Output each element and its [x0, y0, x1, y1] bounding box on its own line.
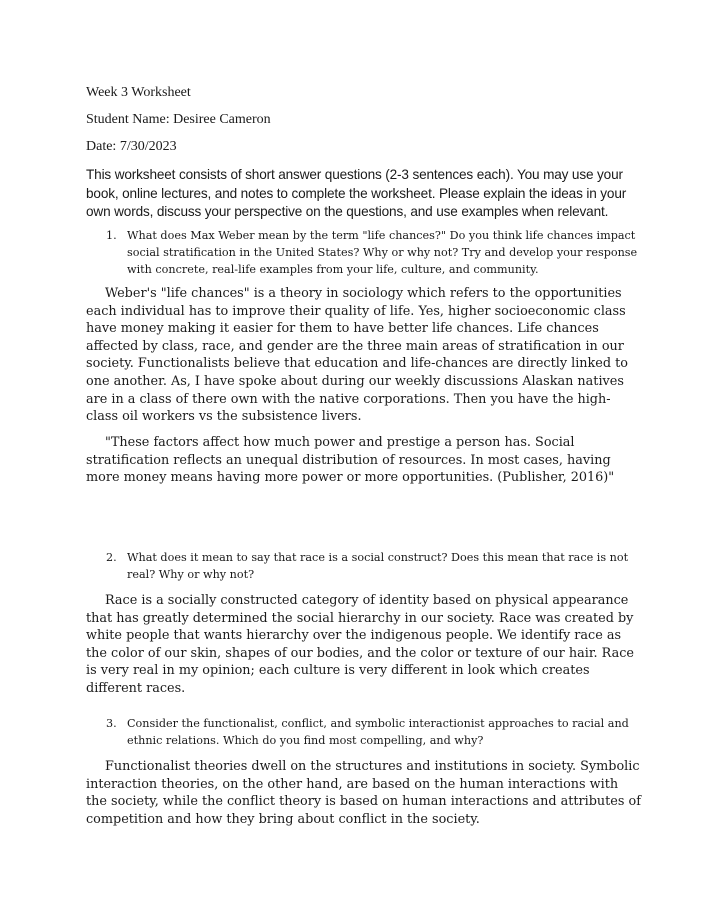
question-1 — [106, 227, 646, 278]
question-3 — [106, 715, 646, 749]
answer-1-paragraph-2: "These factors affect how much power and prestige a person has. Social stratification reflects an unequal distribution of resources. In most cases, having more money means having more power or more opportunities. (Publisher, 2016)" — [86, 435, 615, 486]
student-name: Student Name: Desiree Cameron — [86, 112, 271, 127]
worksheet-title: Week 3 Worksheet — [86, 85, 191, 100]
question-text: What does it mean to say that race is a social construct? Does this mean that race is not real? Why or why not? — [127, 551, 629, 581]
question-number: 2. — [106, 551, 117, 564]
question-2 — [106, 549, 646, 583]
instructions-paragraph: This worksheet consists of short answer questions (2-3 sentences each). You may use your book, online lectures, and notes to complete the worksheet. Please explain the ideas in your own words, discuss your perspective on the questions, and use examples when relevant. — [86, 167, 627, 219]
question-text: What does Max Weber mean by the term "life chances?" Do you think life chances impact social stratification in the United States? Why or why not? Try and develop your response with concrete, real-life examples from your life, culture, and community. — [127, 229, 638, 276]
answer-2-paragraph-1: Race is a socially constructed category of identity based on physical appearance that has greatly determined the social hierarchy in our society. Race was created by white people that wants hierarchy over the indigenous people. We identify race as the color of our skin, shapes of our bodies, and the color or texture of our hair. Race is very real in my opinion; each culture is very different in look which creates different races. — [86, 593, 634, 696]
question-number: 3. — [106, 717, 117, 730]
answer-3-paragraph-1: Functionalist theories dwell on the structures and institutions in society. Symbolic interaction theories, on the other hand, are based on the human interactions with the society, while the conflict theory is based on human interactions and attributes of competition and how they bring about conflict in the society. — [86, 759, 641, 827]
answer-1-paragraph-1: Weber's "life chances" is a theory in sociology which refers to the opportunities each individual has to improve their quality of life. Yes, higher socioeconomic class have money making it easier for them to have better life chances. Life chances affected by class, race, and gender are the three main areas of stratification in our society. Functionalists believe that education and life-chances are directly linked to one another. As, I have spoke about during our weekly discussions Alaskan natives are in a class of there own with the native corporations. Then you have the high-class oil workers vs the subsistence livers. — [86, 286, 628, 425]
question-text: Consider the functionalist, conflict, and symbolic interactionist approaches to racial and ethnic relations. Which do you find most compelling, and why? — [127, 717, 629, 747]
worksheet-date: Date: 7/30/2023 — [86, 139, 177, 154]
question-number: 1. — [106, 229, 117, 242]
